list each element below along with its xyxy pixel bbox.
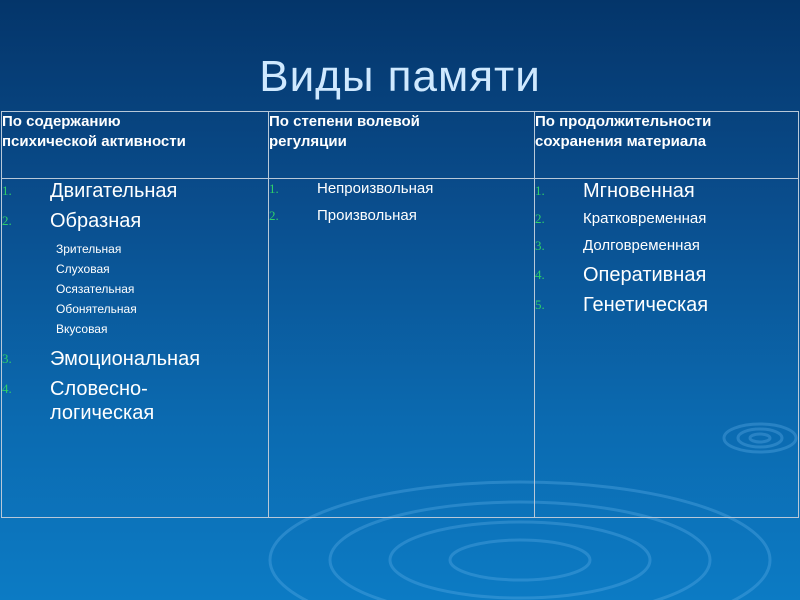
page-title: Виды памяти: [259, 52, 541, 101]
table-header-row: [2, 112, 799, 179]
list-item: [535, 209, 798, 228]
column-header-regulation: [269, 112, 535, 179]
list-number: 3.: [535, 238, 545, 253]
list-number: 2.: [269, 208, 279, 223]
list-number: 5.: [535, 297, 545, 312]
list-item: [535, 179, 798, 203]
list-label: Непроизвольная: [317, 180, 434, 197]
list-number: 2.: [2, 213, 12, 228]
header-line: регуляции: [269, 133, 347, 150]
sub-item: Вкусовая: [56, 322, 108, 336]
list-item: [2, 347, 268, 371]
header-line: психической активности: [2, 133, 186, 150]
list-number: 1.: [2, 183, 12, 198]
list-item: [535, 236, 798, 255]
header-line: По степени волевой: [269, 113, 420, 130]
list-item: [535, 263, 798, 287]
list-label: Словесно-логическая: [50, 378, 155, 424]
list-label: Эмоциональная: [50, 348, 201, 370]
sub-item: Обонятельная: [56, 302, 137, 316]
list-label: Образная: [50, 210, 142, 232]
memory-types-table: [1, 111, 799, 518]
list-number: 3.: [2, 351, 12, 366]
list-label: Долговременная: [583, 237, 700, 254]
list-label: Двигательная: [50, 180, 178, 202]
list-label: Кратковременная: [583, 210, 707, 227]
column-header-duration: [535, 112, 799, 179]
sub-item: Зрительная: [56, 242, 122, 256]
list-item: [269, 179, 534, 198]
table-body-row: [2, 179, 799, 518]
list-label: Мгновенная: [583, 180, 695, 202]
sub-item: Осязательная: [56, 282, 135, 296]
header-line: сохранения материала: [535, 133, 707, 150]
list-item: [2, 377, 210, 425]
list-number: 1.: [535, 183, 545, 198]
list-item: [2, 209, 268, 233]
cell-regulation-types: [269, 179, 535, 518]
list-number: 4.: [2, 381, 12, 396]
list-number: 1.: [269, 181, 279, 196]
sub-item: Слуховая: [56, 262, 110, 276]
list-label: Генетическая: [583, 294, 709, 316]
header-line: По содержанию: [2, 113, 121, 130]
header-line: По продолжительности: [535, 113, 712, 130]
list-number: 2.: [535, 211, 545, 226]
cell-duration-types: [535, 179, 799, 518]
list-item: [2, 179, 268, 203]
list-item: [535, 293, 798, 317]
cell-content-types: [2, 179, 269, 518]
list-item: [269, 206, 534, 225]
list-label: Произвольная: [317, 207, 417, 224]
list-label: Оперативная: [583, 264, 707, 286]
column-header-content: [2, 112, 269, 179]
list-number: 4.: [535, 267, 545, 282]
